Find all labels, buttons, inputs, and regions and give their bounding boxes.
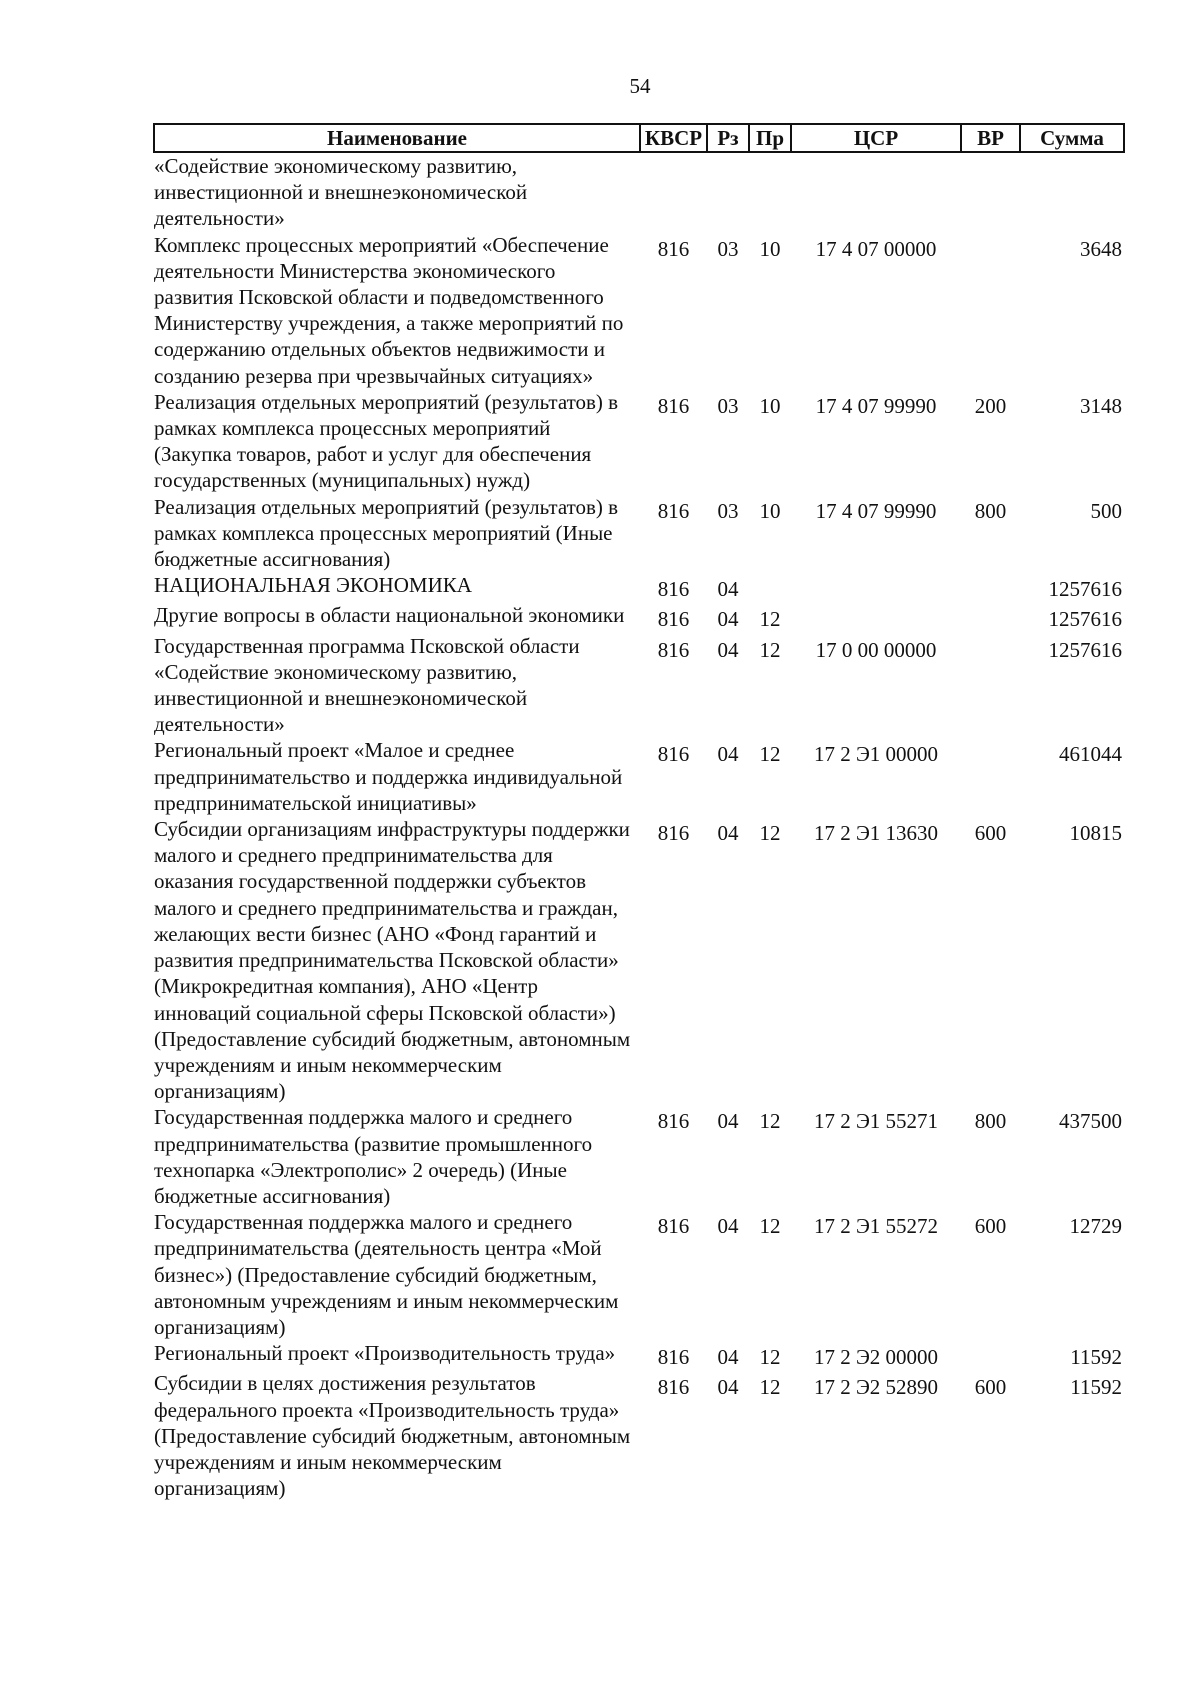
cell-kvsr xyxy=(640,152,707,232)
table-row xyxy=(154,389,1124,494)
cell-kvsr: 816 xyxy=(657,1375,690,1400)
table-row xyxy=(154,1104,1124,1209)
cell-kvsr: 816 xyxy=(657,236,690,261)
cell-name: НАЦИОНАЛЬНАЯ ЭКОНОМИКА xyxy=(154,573,472,598)
cell-csr: 17 2 Э2 00000 xyxy=(813,1345,939,1370)
cell-sum: 1257616 xyxy=(1048,577,1122,602)
cell-name: Другие вопросы в области национальной экономики xyxy=(154,603,625,628)
cell-vr xyxy=(961,737,1020,816)
cell-vr: 800 xyxy=(974,1109,1007,1134)
cell-vr: 800 xyxy=(974,498,1007,523)
cell-rz: 03 xyxy=(717,498,739,523)
cell-vr: 600 xyxy=(974,1375,1007,1400)
table-row xyxy=(154,737,1124,816)
column-header-pr: Пр xyxy=(749,124,791,152)
cell-name: Реализация отдельных мероприятий (результатов) в рамках комплекса процессных мероприятий (Иные бюджетные ассигнования) xyxy=(154,494,619,572)
cell-name: Субсидии организациям инфраструктуры поддержки малого и среднего предпринимательства для оказания государственной поддержки субъектов малого и среднего предпринимательства и граждан, желающих вести бизнес (АНО «Фонд гарантий и развития предпринимательства Псковской области» (Микрокредитная компания), АНО «Центр инноваций социальной сферы Псковской области») (Предоставление субсидий бюджетным, автономным учреждениям и иным некоммерческим организациям) xyxy=(154,817,631,1104)
cell-csr: 17 2 Э1 00000 xyxy=(813,742,939,767)
cell-kvsr: 816 xyxy=(657,821,690,846)
cell-pr: 12 xyxy=(759,637,781,662)
cell-rz: 04 xyxy=(717,577,739,602)
table-row xyxy=(154,1370,1124,1501)
cell-csr: 17 4 07 99990 xyxy=(815,498,937,523)
column-header-name: Наименование xyxy=(154,124,640,152)
cell-pr: 10 xyxy=(759,393,781,418)
table-row xyxy=(154,602,1124,632)
cell-sum: 461044 xyxy=(1059,742,1122,767)
table-row xyxy=(154,494,1124,573)
table-row xyxy=(154,1340,1124,1370)
cell-sum: 12729 xyxy=(1069,1214,1122,1239)
cell-csr: 17 2 Э1 55271 xyxy=(813,1109,939,1134)
cell-vr xyxy=(961,232,1020,389)
cell-csr: 17 2 Э1 13630 xyxy=(813,821,939,846)
cell-kvsr: 816 xyxy=(657,1214,690,1239)
cell-pr: 12 xyxy=(759,1375,781,1400)
cell-csr: 17 2 Э2 52890 xyxy=(813,1375,939,1400)
cell-kvsr: 816 xyxy=(657,1345,690,1370)
cell-pr xyxy=(749,572,791,602)
cell-kvsr: 816 xyxy=(657,577,690,602)
cell-pr: 10 xyxy=(759,236,781,261)
cell-rz: 04 xyxy=(717,1375,739,1400)
cell-pr: 12 xyxy=(759,1345,781,1370)
table-body xyxy=(154,152,1124,1501)
cell-csr: 17 0 00 00000 xyxy=(815,637,937,662)
cell-vr xyxy=(961,572,1020,602)
cell-name: Государственная поддержка малого и среднего предпринимательства (деятельность центра «Мой бизнес») (Предоставление субсидий бюджетным, автономным учреждениям и иным некоммерческим организациям) xyxy=(154,1210,619,1339)
cell-pr: 12 xyxy=(759,607,781,632)
column-header-vr: ВР xyxy=(961,124,1020,152)
page-number: 54 xyxy=(629,74,651,98)
cell-kvsr: 816 xyxy=(657,1109,690,1134)
cell-sum: 11592 xyxy=(1070,1375,1122,1400)
cell-name: «Содействие экономическому развитию, инвестиционной и внешнеэкономической деятельности» xyxy=(154,154,528,231)
cell-name: Государственная поддержка малого и среднего предпринимательства (развитие промышленного технопарка «Электрополис» 2 очередь) (Иные бюджетные ассигнования) xyxy=(154,1105,593,1208)
table-row xyxy=(154,572,1124,602)
cell-sum xyxy=(1020,152,1124,232)
cell-rz: 04 xyxy=(717,1214,739,1239)
cell-rz: 04 xyxy=(717,742,739,767)
cell-pr xyxy=(749,152,791,232)
budget-table xyxy=(153,123,1125,1501)
cell-rz: 04 xyxy=(717,637,739,662)
cell-kvsr: 816 xyxy=(657,742,690,767)
cell-vr: 200 xyxy=(974,393,1007,418)
cell-vr xyxy=(961,152,1020,232)
cell-sum: 11592 xyxy=(1070,1345,1122,1370)
cell-kvsr: 816 xyxy=(657,393,690,418)
cell-kvsr: 816 xyxy=(657,637,690,662)
table-header-row xyxy=(154,124,1124,152)
cell-csr xyxy=(791,152,961,232)
cell-rz: 03 xyxy=(717,236,739,261)
cell-name: Государственная программа Псковской области «Содействие экономическому развитию, инвестиционной и внешнеэкономической деятельности» xyxy=(154,633,580,737)
table-row xyxy=(154,633,1124,738)
cell-kvsr: 816 xyxy=(657,607,690,632)
cell-kvsr: 816 xyxy=(657,498,690,523)
cell-rz: 04 xyxy=(717,821,739,846)
cell-sum: 3648 xyxy=(1080,236,1122,261)
cell-sum: 1257616 xyxy=(1048,637,1122,662)
cell-vr xyxy=(961,633,1020,738)
cell-csr xyxy=(791,572,961,602)
cell-vr: 600 xyxy=(974,1214,1007,1239)
cell-name: Региональный проект «Производительность труда» xyxy=(154,1341,616,1366)
cell-rz: 03 xyxy=(717,393,739,418)
cell-rz: 04 xyxy=(717,607,739,632)
cell-csr: 17 4 07 00000 xyxy=(815,236,937,261)
cell-csr: 17 2 Э1 55272 xyxy=(813,1214,939,1239)
cell-pr: 10 xyxy=(759,498,781,523)
cell-name: Комплекс процессных мероприятий «Обеспечение деятельности Министерства экономического развития Псковской области и подведомственного Министерству учреждения, а также мероприятий по содержанию отдельных объектов недвижимости и созданию резерва при чрезвычайных ситуациях» xyxy=(154,232,624,388)
cell-sum: 500 xyxy=(1090,498,1122,523)
column-header-kvsr: КВСР xyxy=(640,124,707,152)
cell-sum: 10815 xyxy=(1069,821,1122,846)
column-header-rz: Рз xyxy=(707,124,749,152)
cell-csr xyxy=(791,602,961,632)
cell-pr: 12 xyxy=(759,1214,781,1239)
cell-rz: 04 xyxy=(717,1109,739,1134)
cell-vr xyxy=(961,602,1020,632)
table-row xyxy=(154,816,1124,1104)
cell-sum: 1257616 xyxy=(1048,607,1122,632)
cell-rz: 04 xyxy=(717,1345,739,1370)
table-row xyxy=(154,232,1124,389)
cell-vr: 600 xyxy=(974,821,1007,846)
cell-pr: 12 xyxy=(759,742,781,767)
cell-name: Реализация отдельных мероприятий (результатов) в рамках комплекса процессных мероприятий (Закупка товаров, работ и услуг для обеспечения государственных (муниципальных) нужд) xyxy=(154,389,619,493)
cell-pr: 12 xyxy=(759,1109,781,1134)
cell-name: Субсидии в целях достижения результатов федерального проекта «Производительность труда» (Предоставление субсидий бюджетным, автономным учреждениям и иным некоммерческим организациям) xyxy=(154,1371,631,1501)
cell-sum: 3148 xyxy=(1080,393,1122,418)
cell-rz xyxy=(707,152,749,232)
column-header-csr: ЦСР xyxy=(791,124,961,152)
cell-csr: 17 4 07 99990 xyxy=(815,393,937,418)
table-row xyxy=(154,1209,1124,1340)
cell-name: Региональный проект «Малое и среднее предпринимательство и поддержка индивидуальной предпринимательской инициативы» xyxy=(154,738,623,815)
table-row xyxy=(154,152,1124,232)
column-header-sum: Сумма xyxy=(1020,124,1124,152)
cell-sum: 437500 xyxy=(1059,1109,1122,1134)
cell-vr xyxy=(961,1340,1020,1370)
cell-pr: 12 xyxy=(759,821,781,846)
